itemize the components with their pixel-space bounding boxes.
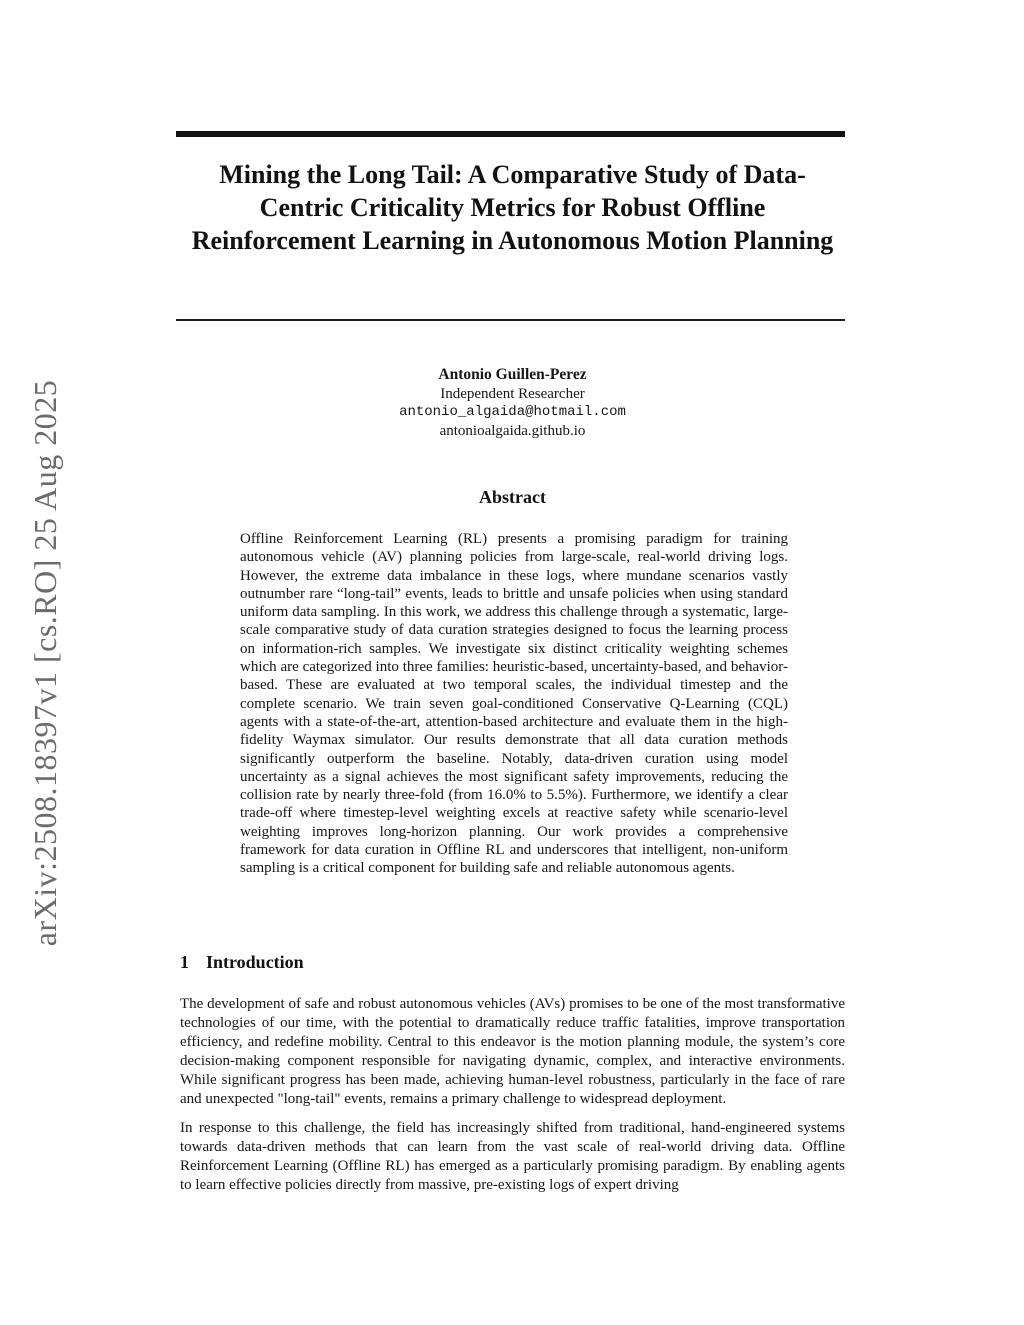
- section-title: Introduction: [206, 952, 304, 972]
- section-heading-introduction: [180, 952, 845, 973]
- arxiv-watermark: arXiv:2508.18397v1 [cs.RO] 25 Aug 2025: [27, 379, 63, 947]
- title-top-rule: [176, 131, 845, 137]
- abstract-heading: Abstract: [479, 487, 546, 507]
- intro-paragraph-2: In response to this challenge, the field has increasingly shifted from traditional, hand-engineered systems towards data-driven methods that can learn from the vast scale of real-world driving data. Offline Reinforcement Learning (Offline RL) has emerged as a particularly promising paradigm. By enabling agents to learn effective policies directly from massive, pre-existing logs of expert driving: [180, 1120, 845, 1193]
- intro-paragraph-1: The development of safe and robust autonomous vehicles (AVs) promises to be one of the most transformative technologies of our time, with the potential to dramatically reduce traffic fatalities, improve transportation efficiency, and redefine mobility. Central to this endeavor is the motion planning module, the system’s core decision-making component responsible for navigating dynamic, complex, and interactive environments. While significant progress has been made, achieving human-level robustness, particularly in the face of rare and unexpected "long-tail" events, remains a primary challenge to widespread deployment.: [180, 996, 845, 1107]
- author-affiliation: Independent Researcher: [440, 385, 585, 402]
- section-number: 1: [180, 952, 189, 972]
- author-website: antonioalgaida.github.io: [439, 422, 586, 439]
- title-bottom-rule: [176, 319, 845, 321]
- author-email: antonio_algaida@hotmail.com: [399, 404, 626, 421]
- paper-title: [180, 158, 845, 257]
- paper-title-text: Mining the Long Tail: A Comparative Study of Data-Centric Criticality Metrics for Robust Offline Reinforcement Learning in Autonomous Motion Planning: [191, 160, 834, 255]
- author-name: Antonio Guillen-Perez: [438, 366, 587, 383]
- abstract-text: Offline Reinforcement Learning (RL) presents a promising paradigm for training autonomous vehicle (AV) planning policies from large-scale, real-world driving logs. However, the extreme data imbalance in these logs, where mundane scenarios vastly outnumber rare “long-tail” events, leads to brittle and unsafe policies when using standard uniform data sampling. In this work, we address this challenge through a systematic, large-scale comparative study of data curation strategies designed to focus the learning process on information-rich samples. We investigate six distinct criticality weighting schemes which are categorized into three families: heuristic-based, uncertainty-based, and behavior-based. These are evaluated at two temporal scales, the individual timestep and the complete scenario. We train seven goal-conditioned Conservative Q-Learning (CQL) agents with a state-of-the-art, attention-based architecture and evaluate them in the high-fidelity Waymax simulator. Our results demonstrate that all data curation methods significantly outperform the baseline. Notably, data-driven curation using model uncertainty as a signal achieves the most significant safety improvements, reducing the collision rate by nearly three-fold (from 16.0% to 5.5%). Furthermore, we identify a clear trade-off where timestep-level weighting excels at reactive safety while scenario-level weighting improves long-horizon planning. Our work provides a comprehensive framework for data curation in Offline RL and underscores that intelligent, non-uniform sampling is a critical component for building safe and reliable autonomous agents.: [240, 531, 788, 877]
- introduction-body: [180, 995, 845, 1205]
- author-block: [180, 366, 845, 440]
